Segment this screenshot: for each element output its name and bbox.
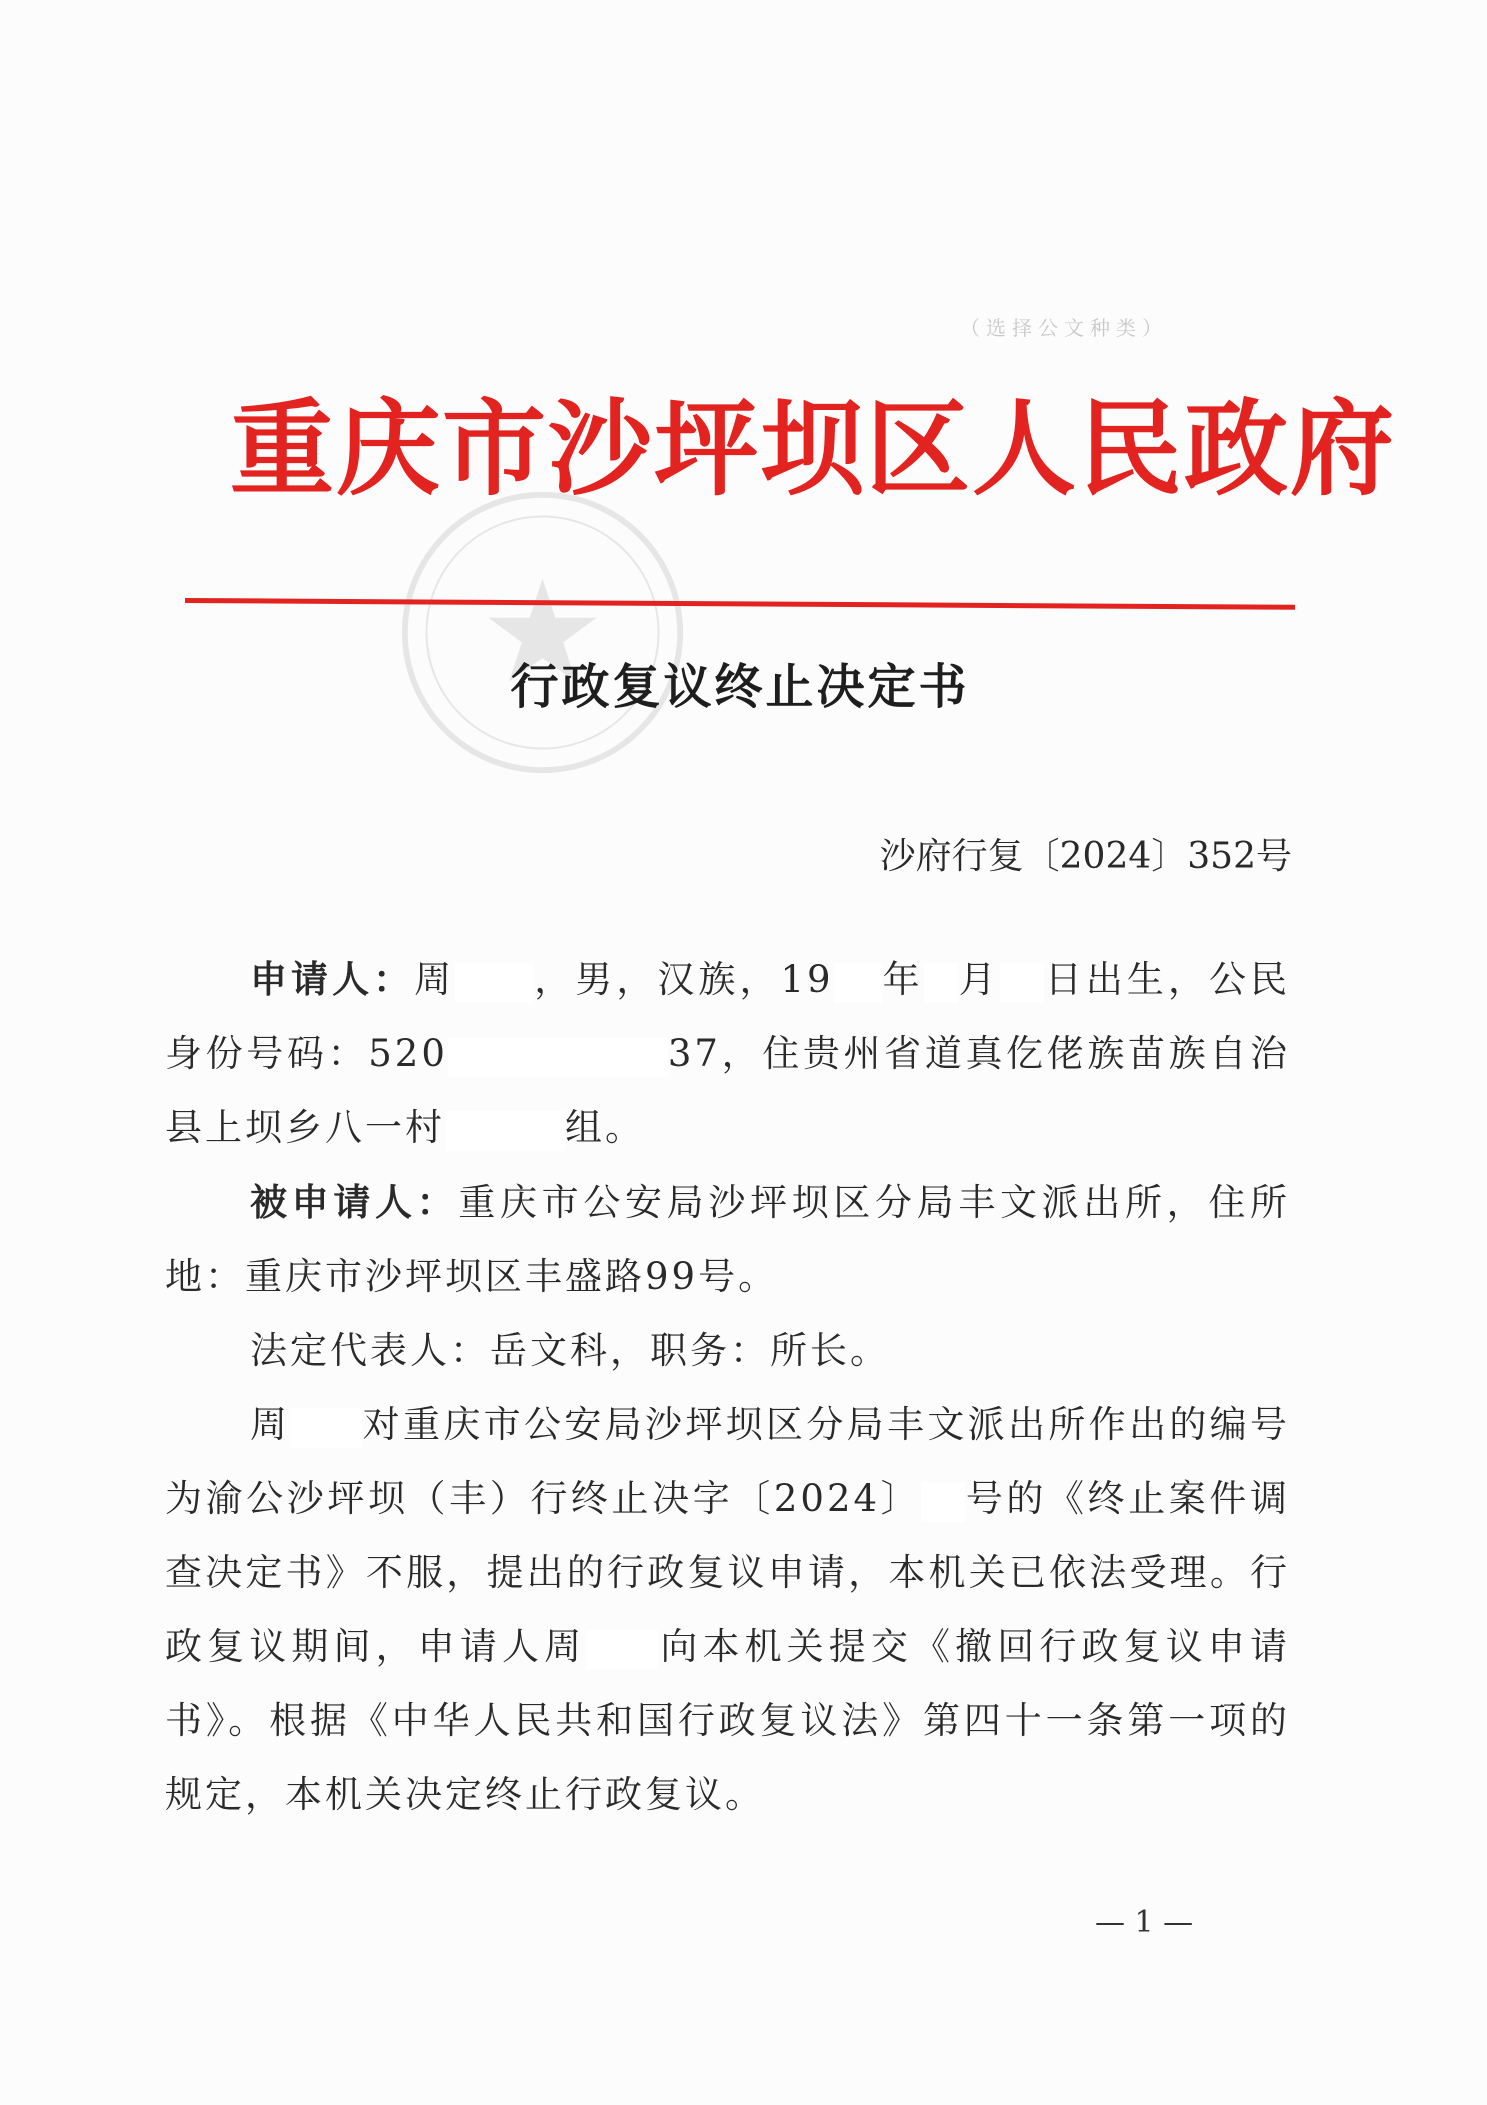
document-number: 沙府行复〔2024〕352号 [879, 836, 1292, 877]
redaction-block [290, 1408, 362, 1448]
redaction-block [924, 963, 958, 1003]
redaction-block [448, 1037, 668, 1077]
redaction-block [455, 963, 533, 1003]
applicant-label: 申请人： [250, 957, 415, 1001]
redaction-block [834, 963, 882, 1003]
document-body [165, 942, 1290, 1832]
seal-stamp-icon [395, 485, 690, 780]
issuer-header: 重庆市沙坪坝区人民政府 [230, 387, 1397, 510]
redaction-block [586, 1630, 658, 1670]
redaction-block [921, 1482, 965, 1522]
respondent-label: 被申请人： [250, 1180, 459, 1224]
faint-header-text: （选择公文种类） [960, 316, 1168, 340]
redaction-block [1000, 963, 1044, 1003]
page-number: — 1 — [1095, 1905, 1194, 1940]
red-divider-line [185, 598, 1295, 610]
redaction-block [445, 1111, 565, 1151]
respondent-paragraph: 被申请人：重庆市公安局沙坪坝区分局丰文派出所，住所地：重庆市沙坪坝区丰盛路99号。 [165, 1180, 1291, 1298]
representative-paragraph: 法定代表人：岳文科，职务：所长。 [250, 1329, 890, 1372]
decision-paragraph: 周 对重庆市公安局沙坪坝区分局丰文派出所作出的编号为渝公沙坪坝（丰）行终止决字〔2024〕 号的《终止案件调查决定书》不服，提出的行政复议申请，本机关已依法受理。行政复议期间，申请人周 向本机关提交《撤回行政复议申请书》。根据《中华人民共和国行政复议法》第四十一条第一项的规定，本机关决定终止行政复议。 [165, 1403, 1291, 1816]
applicant-paragraph: 申请人：周 ，男，汉族，19 年 月 日出生，公民身份号码：520 37，住贵州省道真仡佬族苗族自治县上坝乡八一村 组。 [165, 957, 1291, 1149]
document-title: 行政复议终止决定书 [510, 659, 970, 715]
